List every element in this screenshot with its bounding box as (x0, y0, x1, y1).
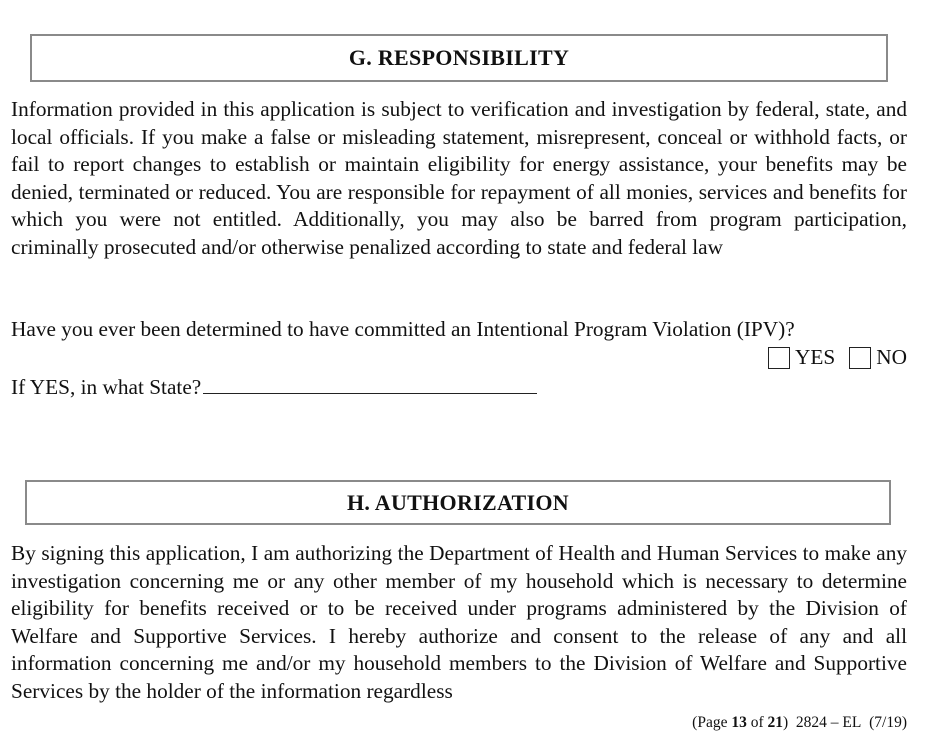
section-h-title: H. AUTHORIZATION (347, 489, 569, 515)
ipv-question: Have you ever been determined to have committed an Intentional Program Violation (IPV)? (11, 317, 795, 341)
page-footer (692, 714, 907, 732)
page-of: of (746, 714, 768, 731)
state-question (11, 372, 537, 402)
authorization-paragraph: By signing this application, I am authorizing the Department of Health and Human Services to make any investigation concerning me or any other member of my household which is necessary to determine eligibility for benefits received or to be received under programs administered by the Division of Welfare and Supportive Services. I hereby authorize and consent to the release of any and all information concerning me and/or my household members to the Division of Welfare and Supportive Services by the holder of the information regardless (11, 541, 907, 703)
state-input-line[interactable] (203, 372, 537, 394)
page-total: 21 (767, 714, 783, 731)
section-g-header (30, 34, 888, 82)
section-h-header (25, 480, 891, 525)
yes-label: YES (795, 345, 836, 369)
page-suffix: ) (783, 714, 789, 731)
form-date: (7/19) (869, 714, 907, 731)
no-label: NO (876, 345, 907, 369)
state-prompt: If YES, in what State? (11, 375, 202, 399)
section-g-title: G. RESPONSIBILITY (348, 45, 570, 70)
ipv-options (768, 344, 907, 372)
no-checkbox[interactable] (849, 347, 871, 369)
form-id: 2824 – EL (795, 714, 862, 731)
yes-checkbox[interactable] (768, 347, 790, 369)
responsibility-paragraph: Information provided in this application is subject to verification and investigation by federal, state, and local officials. If you make a false or misleading statement, misrepresent, conceal or withhold facts, or fail to report changes to establish or maintain eligibility for energy assistance, your benefits may be denied, terminated or reduced. You are responsible for repayment of all monies, services and benefits for which you were not entitled. Additionally, you may also be barred from program participation, criminally prosecuted and/or otherwise penalized according to state and federal law (11, 97, 907, 259)
page-prefix: (Page (692, 714, 732, 731)
page-number: 13 (731, 714, 747, 731)
